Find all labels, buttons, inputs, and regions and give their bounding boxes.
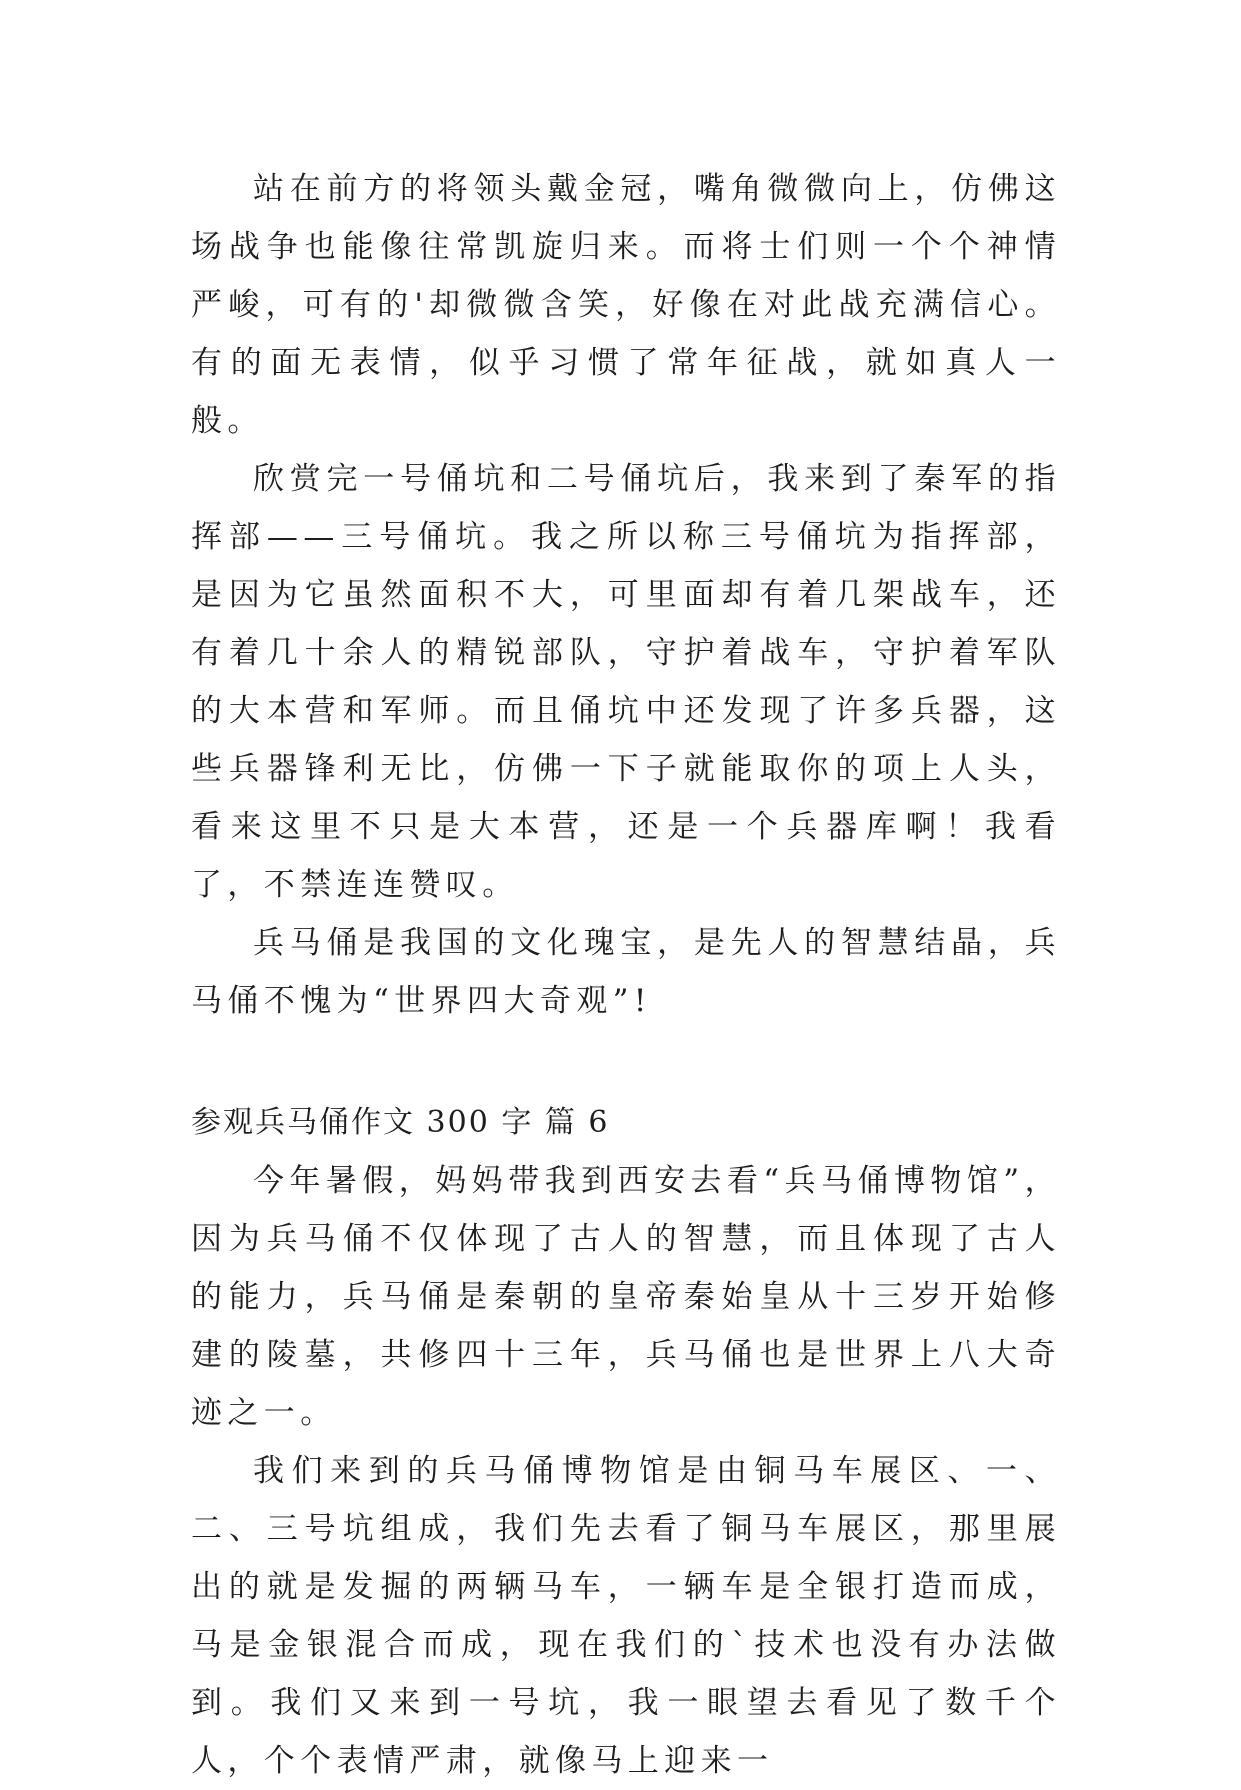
paragraph-conclusion: 兵马俑是我国的文化瑰宝，是先人的智慧结晶，兵马俑不愧为“世界四大奇观”!: [191, 925, 1061, 1019]
section-title: 参观兵马俑作文 300 字 篇 6: [191, 1105, 610, 1140]
paragraph-generals: 站在前方的将领头戴金冠，嘴角微微向上，仿佛这场战争也能像往常凯旋归来。而将士们则一个个神情严峻，可有的'却微微含笑，好像在对此战充满信心。有的面无表情，似乎习惯了常年征战，就如真人一般。: [191, 171, 1061, 439]
document-page: [191, 160, 1061, 1790]
paragraph-summer-trip: 今年暑假，妈妈带我到西安去看“兵马俑博物馆”，因为兵马俑不仅体现了古人的智慧，而且体现了古人的能力，兵马俑是秦朝的皇帝秦始皇从十三岁开始修建的陵墓，共修四十三年，兵马俑也是世界上八大奇迹之一。: [191, 1163, 1061, 1431]
paragraph-pit-three: 欣赏完一号俑坑和二号俑坑后，我来到了秦军的指挥部——三号俑坑。我之所以称三号俑坑为指挥部，是因为它虽然面积不大，可里面却有着几架战车，还有着几十余人的精锐部队，守护着战车，守护着军队的大本营和军师。而且俑坑中还发现了许多兵器，这些兵器锋利无比，仿佛一下子就能取你的项上人头，看来这里不只是大本营，还是一个兵器库啊！我看了，不禁连连赞叹。: [191, 461, 1061, 903]
paragraph-museum-tour: 我们来到的兵马俑博物馆是由铜马车展区、一、二、三号坑组成，我们先去看了铜马车展区，那里展出的就是发掘的两辆马车，一辆车是全银打造而成，马是金银混合而成，现在我们的`技术也没有办法做到。我们又来到一号坑，我一眼望去看见了数千个人，个个表情严肃，就像马上迎来一: [191, 1453, 1061, 1779]
